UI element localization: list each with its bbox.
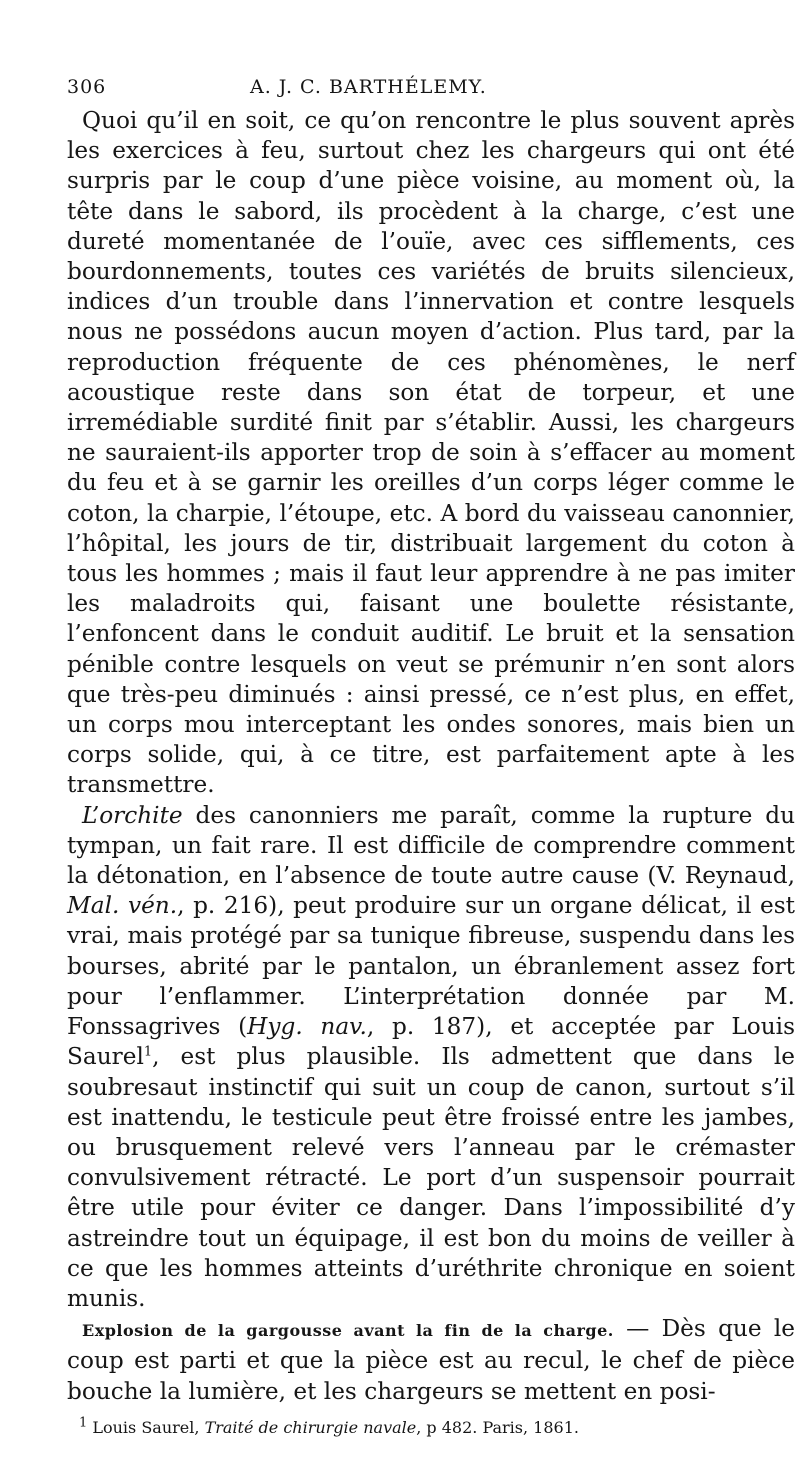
paragraph-text: , p. 216), peut produire sur un organe délicat, il est vrai, mais protégé par sa tunique fibreuse, suspendu dans les bourses, abrité par le pantalon, un ébranlement assez fort pour l’enflammer. L’interprétation donnée par M. Fonssagrives ( <box>67 892 795 1041</box>
paragraph-hearing: Quoi qu’il en soit, ce qu’on rencontre le plus souvent après les exercices à feu, surtout chez les chargeurs qui ont été surpris par le coup d’une pièce voisine, au moment où, la tête dans le sabord, ils procèdent à la charge, c’est une dureté momentanée de l’ouïe, avec ces sifflements, ces bourdonnements, toutes ces variétés de bruits silencieux, indices d’un trouble dans l’innervation et contre lesquels nous ne possédons aucun moyen d’action. Plus tard, par la reproduction fréquente de ces phénomènes, le nerf acoustique reste dans son état de torpeur, et une irremédiable surdité finit par s’établir. Aussi, les chargeurs ne sauraient-ils apporter trop de soin à s’effacer au moment du feu et à se garnir les oreilles d’un corps léger comme le coton, la charpie, l’étoupe, etc. A bord du vaisseau canonnier, l’hôpital, les jours de tir, distribuait largement du coton à tous les hommes ; mais il faut leur apprendre à ne pas imiter les maladroits qui, faisant une boulette résistante, l’enfoncent dans le conduit auditif. Le bruit et la sensation pénible contre lesquels on veut se prémunir n’en sont alors que très-peu diminués : ainsi pressé, ce n’est plus, en effet, un corps mou interceptant les ondes sonores, mais bien un corps solide, qui, à ce titre, est parfaitement apte à les transmettre. <box>67 107 795 799</box>
italic-term: L’orchite <box>82 801 183 829</box>
running-title: A. J. C. BARTHÉLEMY. <box>250 76 487 98</box>
footnote-mark: 1 <box>79 1415 88 1431</box>
paragraph-explosion <box>67 1314 795 1407</box>
citation-title: Mal. vén. <box>67 892 178 920</box>
paragraph-text: , p. 187), et acceptée par Louis Saurel <box>67 1013 795 1071</box>
footnote-rest: , p 482. Paris, 1861. <box>416 1417 579 1437</box>
footnote <box>67 1417 795 1439</box>
book-page <box>67 68 795 1439</box>
section-title: Explosion de la gargousse avant la fin de la charge. <box>82 1321 614 1341</box>
footnote-reference: 1 <box>143 1044 153 1060</box>
paragraph-text: — Dès que le coup est parti et que la pièce est au recul, le chef de pièce bouche la lumière, et les chargeurs se mettent en posi- <box>67 1315 795 1405</box>
body-text <box>67 106 795 1407</box>
paragraph-text: des canonniers me paraît, comme la rupture du tympan, un fait rare. Il est difficile de comprendre comment la détonation, en l’absence de toute autre cause ( <box>67 801 795 890</box>
paragraph-orchitis <box>67 801 795 1314</box>
footnote-title: Traité de chirurgie navale <box>204 1417 417 1437</box>
citation-title: Hyg. nav. <box>247 1013 367 1041</box>
running-head <box>67 68 795 106</box>
page-number: 306 <box>67 76 107 98</box>
citation-name: Reynaud, <box>676 862 796 890</box>
citation-author: V. <box>656 862 677 890</box>
paragraph-text: , est plus plausible. Ils admettent que dans le soubresaut instinctif qui suit un coup de canon, surtout s’il est inattendu, le testicule peut être froissé entre les jambes, ou brusquement relevé vers l’anneau par le crémaster convulsivement rétracté. Le port d’un suspensoir pourrait être utile pour éviter ce danger. Dans l’impossibilité d’y astreindre tout un équipage, il est bon du moins de veiller à ce que les hommes atteints d’uréthrite chronique en soient munis. <box>67 1043 795 1312</box>
footnote-author: Louis Saurel, <box>87 1417 205 1437</box>
